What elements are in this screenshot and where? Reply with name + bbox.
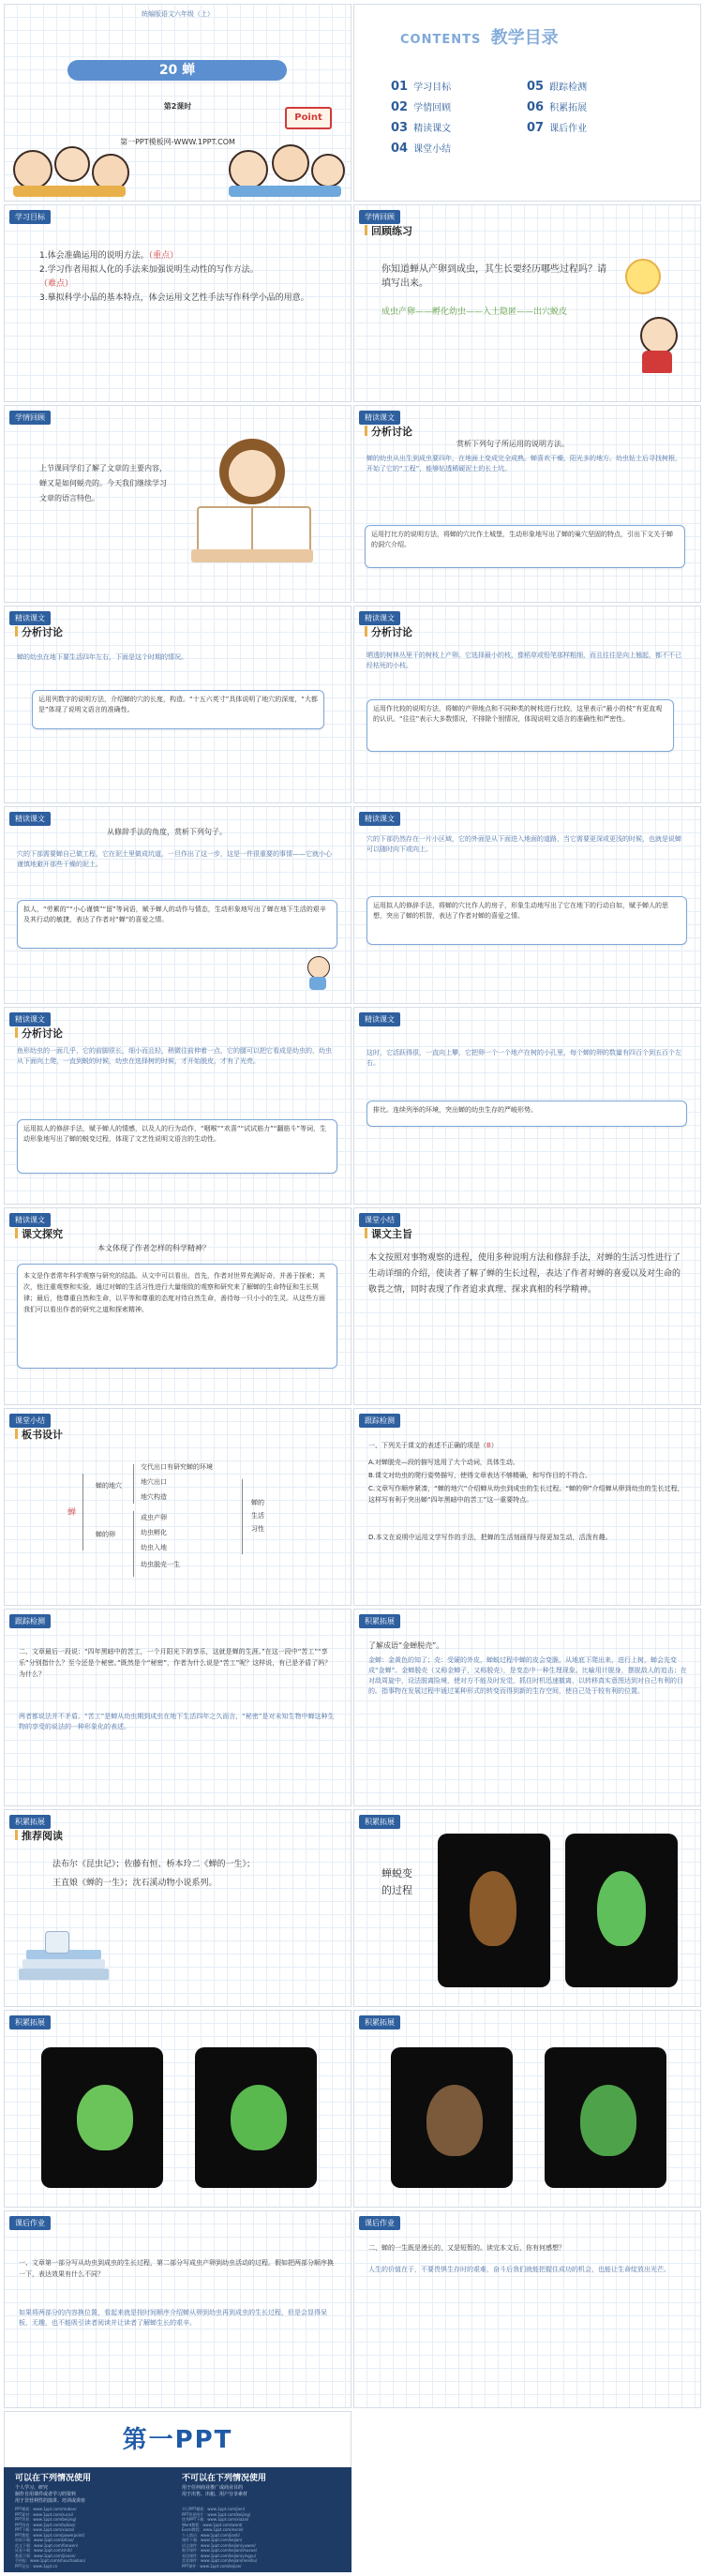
slide-cicada-photos-2[interactable] (353, 2010, 701, 2208)
slide-learning-goals[interactable] (4, 204, 352, 402)
link-r8[interactable]: 数学课件：www.1ppt.com/kejian/shuxue/ (182, 2548, 258, 2553)
slide-check-1[interactable] (353, 1408, 701, 1606)
contents-title: 教学目录 (490, 28, 559, 48)
board-brace-main (82, 1474, 83, 1550)
section-tag: 学情回顾 (359, 210, 400, 224)
license-panel (4, 2467, 352, 2572)
section-heading: 分析讨论 (15, 624, 63, 639)
board-right-3: 习性 (251, 1525, 264, 1533)
section-tag: 精读课文 (9, 1012, 51, 1026)
section-tag: 学习目标 (9, 210, 51, 224)
goals-text: 1.体会准确运用的说明方法。（重点） 2.学习作者用拟人化的手法来加强说明生动性的写作方法。 （难点） 3.摹拟科学小品的基本特点，体会运用文艺性手法写作科学小品的用意。 (39, 251, 309, 303)
answer-box: 拟人，“劳累的”“小心谨慎”“留”等词语，赋予蝉人的动作与情态，生动形象地写出了蝉在地下生活的艰辛及其行动的敏捷，表达了作者对“蝉”的喜爱之情。 (17, 900, 337, 949)
contents-brand: CONTENTS (400, 33, 482, 47)
section-tag: 课后作业 (9, 2216, 51, 2230)
section-heading: 课文探究 (15, 1226, 63, 1241)
link-l3[interactable]: PPT图表：www.1ppt.com/tubiao/ (15, 2522, 76, 2527)
section-tag: 精读课文 (359, 1012, 400, 1026)
forbidden-item-2: 用于出售、出租、用户分享素材 (182, 2492, 248, 2497)
link-r3[interactable]: Word教程：www.1ppt.com/word/ (182, 2522, 243, 2527)
answer-box: 本文是作者常年科学观察与研究的结晶。从文中可以看出，首先，作者对世界充满好奇，并善于探索；其次，他注重观察和实验，通过对蝉的生活习性进行大量细致的观察和研究来了解蝉的生命特征和生长规律；最后，他尊重自然和生命，以平等和尊重的态度对待自然生命，善待每一只小小的生灵。从这些方面我们可以看出作者的研究之道和探索精神。 (17, 1264, 337, 1369)
toc-item-02[interactable]: 02 学情回顾 (391, 100, 452, 114)
allowed-item-1: 个人学习、研究 (15, 2485, 49, 2491)
slide-idiom[interactable] (353, 1609, 701, 1806)
answer-box: 运用列数字的说明方法，介绍蝉的穴的长度，构造。“十五六英寸”具体说明了地穴的深度，“大都是”体现了说明文语言的准确性。 (32, 690, 324, 729)
answer-box: 运用打比方的说明方法，将蝉的穴比作土城堡，生动形象地写出了蝉的巢穴坚固的特点，引出下文关于蝉的洞穴介绍。 (365, 525, 685, 568)
cicada-photo-3 (41, 2047, 163, 2188)
slide-rhetoric-2[interactable] (353, 806, 701, 1004)
cicada-photo-4 (195, 2047, 317, 2188)
answer-box: 运用拟人的修辞手法，将蝉的穴比作人的房子，形象生动地写出了它在地下的行动自如，赋予蝉人的思想，突出了蝉的机智，表达了作者对蝉的喜爱之情。 (366, 896, 687, 945)
toc-item-06[interactable]: 06 积累拓展 (527, 100, 588, 114)
link-l9[interactable]: 教案下载：www.1ppt.com/jiaoan/ (15, 2553, 76, 2558)
section-heading: 板书设计 (15, 1427, 63, 1442)
section-tag: 积累拓展 (9, 2015, 51, 2029)
homework-question: 一、文章第一部分写从幼虫到成虫的生长过程，第二部分写成虫产卵到幼虫活动的过程。假如把两部分顺序换一下，表达效果有什么不同？ (19, 2259, 334, 2278)
section-heading: 课文主旨 (365, 1226, 412, 1241)
slide-analysis-2[interactable] (4, 606, 352, 803)
link-l7[interactable]: 范文下载：www.1ppt.com/fanwen/ (15, 2542, 79, 2548)
section-heading: 分析讨论 (15, 1026, 63, 1041)
lesson-title: 20 蝉 (158, 63, 196, 78)
girl-reading-illustration (191, 439, 313, 570)
check-question: 一、下列关于课文的表述不正确的项是（B） (368, 1442, 498, 1449)
answer-box: 运用拟人的修辞手法，赋予蝉人的情感，以及人的行为动作，“咽喉”“欢喜”“试试筋力”“翻筋斗”等词，生动形象地写出了蝉的蜕变过程，体现了文艺性说明文语言的生动性。 (17, 1119, 337, 1174)
board-branch2-item2: 幼虫孵化 (141, 1529, 167, 1536)
section-heading: 分析讨论 (365, 424, 412, 439)
section-heading: 分析讨论 (365, 624, 412, 639)
toc-item-07[interactable]: 07 课后作业 (527, 121, 588, 135)
link-r10[interactable]: 美术课件：www.1ppt.com/kejian/meishu/ (182, 2558, 258, 2563)
section-tag: 学情回顾 (9, 411, 51, 425)
section-tag: 课后作业 (359, 2216, 400, 2230)
empty-cell (353, 2411, 701, 2572)
session-label: 第2课时 (163, 102, 192, 111)
section-tag: 精读课文 (359, 411, 400, 425)
toc-item-03[interactable]: 03 精读课文 (391, 121, 452, 135)
section-tag: 积累拓展 (359, 1815, 400, 1829)
link-l10[interactable]: 手抄报：www.1ppt.com/shouchaobao/ (15, 2558, 86, 2563)
slide-check-2[interactable] (4, 1609, 352, 1806)
slide-exploration[interactable] (4, 1207, 352, 1405)
board-branch2-item4: 幼虫脱壳一生 (141, 1561, 180, 1568)
review-question: 你知道蝉从产卵到成虫，其生长要经历哪些过程吗？请填写出来。 (381, 264, 606, 289)
check-answer-text: 两者都说法并不矛盾。“苦工”是蝉从幼虫期到成虫在地下生活四年之久而言，“秘密”是对未知生物中蝉这种生物的享受的说法的一种形象化的表述。 (19, 1713, 335, 1730)
link-r7[interactable]: 语文课件：www.1ppt.com/kejian/yuwen/ (182, 2542, 256, 2548)
slide-reading[interactable] (4, 1809, 352, 2007)
point-sign (285, 107, 332, 129)
slide-license[interactable] (4, 2411, 352, 2572)
quote-text: 蝉的幼虫在地下要生活四年左右，下面是这个时期的情况。 (17, 653, 187, 661)
section-tag: 精读课文 (9, 1213, 51, 1227)
link-l11[interactable]: PPT论坛：www.1ppt.cn (15, 2563, 58, 2569)
link-l4[interactable]: PPT下载：www.1ppt.com/xiazai/ (15, 2527, 75, 2532)
allowed-item-3: 用于非营利性的演讲、培训或讲座 (15, 2498, 86, 2504)
thinking-boy-illustration (304, 956, 332, 990)
slide-contents[interactable] (353, 4, 701, 202)
forbidden-item-1: 用于任何商业推广或商业目的 (182, 2485, 244, 2491)
slide-analysis-5[interactable] (353, 1007, 701, 1205)
check-option-a[interactable]: A.对蝉脱壳—段的描写选用了大个动词，具体生动。 (368, 1459, 519, 1466)
kids-illustration (13, 142, 341, 197)
section-tag: 积累拓展 (9, 1815, 51, 1829)
slide-review[interactable] (353, 204, 701, 402)
board-branch1-item3: 地穴构造 (141, 1493, 167, 1501)
section-tag: 跟踪检测 (9, 1614, 51, 1628)
theme-text: 本文按照对事物观察的进程，使用多种说明方法和修辞手法，对蝉的生活习性进行了生动详细的介绍，使读者了解了蝉的生长过程，表达了作者对蝉的喜爱以及对生命的敬畏之情，同时表现了作者追求真理、探求真相的科学精神。 (368, 1253, 681, 1295)
toc-item-01[interactable]: 01 学习目标 (391, 80, 452, 94)
board-branch2-item1: 成虫产卵 (141, 1514, 167, 1521)
link-l8[interactable]: 试卷下载：www.1ppt.com/shiti/ (15, 2548, 72, 2553)
link-l0[interactable]: PPT模板：www.1ppt.com/moban/ (15, 2507, 77, 2511)
reading-line-2: 王直娘《蝉的一生》；沈石溪动物小说系列。 (52, 1879, 217, 1888)
quote-text: 晒透的树林丛里干的树枝上产卵。它选择最小的枝，像稻草或铅笔那样粗细，而且往往是向上翘起，都不不已经枯死的小枝。 (366, 651, 681, 669)
answer-box: 运用作比较的说明方法，将蝉的产卵地点和不同种类的树枝进行比较，这里表示“最小的枝”有更直观的认识。“往往”表示大多数情况，不排除个别情况，体现说明文语言的准确性和严密性。 (366, 699, 674, 752)
link-l5[interactable]: PPT教程：www.1ppt.com/powerpoint/ (15, 2532, 85, 2538)
cicada-photo-5 (391, 2047, 513, 2188)
contents-header (400, 24, 559, 49)
series-label: 统编版语文六年级（上） (142, 10, 214, 18)
lesson-title-pill (67, 60, 287, 81)
question: 本文体现了作者怎样的科学精神？ (97, 1244, 210, 1252)
slide-cicada-photos-1[interactable] (4, 2010, 352, 2208)
review-answer: 成虫产卵——孵化幼虫——入土隐匿——出穴蜕皮 (381, 307, 568, 317)
slide-title[interactable] (4, 4, 352, 202)
check-question: 二、文章最后一段说：“四年黑暗中的苦工，一个月阳光下的享乐，这就是蝉的生涯。”在这一段中“苦工”“享乐”分别指什么？至今还是个秘密。”既然是个“秘密”，作者为什么说是“苦工”呢？这样说，有已是矛盾了吗？为什么？ (19, 1648, 332, 1678)
section-tag: 精读课文 (359, 611, 400, 625)
link-l6[interactable]: 资料下载：www.1ppt.com/ziliao/ (15, 2538, 74, 2542)
slide-board-design[interactable] (4, 1408, 352, 1606)
board-branch1-item1: 交代出口有研究蝉的环境 (141, 1463, 213, 1471)
cicada-photo-1 (438, 1834, 550, 1987)
section-tag: 精读课文 (9, 812, 51, 826)
site-label: 第一PPT模板网-WWW.1PPT.COM (120, 138, 235, 146)
quote-text: 穴的下部仍然存在一片小区域，它的外面是从下面进入地面的道路，当它需要更深或更浅的时候，也就是说蝉可以随时向下或向上。 (366, 835, 681, 853)
slide-analysis-4[interactable] (4, 1007, 352, 1205)
board-brace-1 (133, 1464, 134, 1504)
brand-logo: 第一PPT (122, 2426, 233, 2454)
section-tag: 积累拓展 (359, 2015, 400, 2029)
lightbulb-icon (625, 259, 661, 294)
section-tag: 精读课文 (359, 812, 400, 826)
board-branch1-item2: 地穴出口 (141, 1478, 167, 1486)
toc-item-05[interactable]: 05 跟踪检测 (527, 80, 588, 94)
cicada-photo-6 (545, 2047, 666, 2188)
quote-text: 蝉的幼虫从出生到成虫要四年，在地面上变成完全成熟。蝉喜欢干燥、阳光多的地方。幼虫钻土后寻找树根，开始了它的“工程”，能够钻透稀硬泥土的长土坑。 (366, 455, 681, 472)
board-right-2: 生活 (251, 1512, 264, 1520)
link-l2[interactable]: PPT背景：www.1ppt.com/beijing/ (15, 2517, 77, 2522)
forbidden-title: 不可以在下列情况使用 (182, 2474, 267, 2483)
toc-item-04[interactable]: 04 课堂小结 (391, 142, 452, 156)
slide-homework-1[interactable] (4, 2210, 352, 2408)
slide-theme[interactable] (353, 1207, 701, 1405)
slide-analysis-1[interactable] (353, 405, 701, 603)
section-tag: 课堂小结 (9, 1414, 51, 1428)
link-r5[interactable]: 个人简历：www.1ppt.com/jianli/ (182, 2532, 240, 2538)
quote-text: 这时，它活跃得很，一直向上攀，它把卵一个一个地产在树的小孔里，每个蝉的卵的数量有四百个到五百个左右。 (366, 1049, 681, 1067)
links-left (15, 2507, 174, 2569)
check-answer: B (486, 1442, 491, 1449)
board-branch-2: 蝉的卵 (96, 1531, 115, 1538)
homework-question: 二、蝉的一生既是漫长的，又是短暂的。读完本文后，你有何感想？ (368, 2244, 565, 2252)
slide-rhetoric-1[interactable] (4, 806, 352, 1004)
books-illustration (17, 1922, 111, 1987)
check-option-b[interactable]: B.课文对幼虫的爬行姿势描写，使得文章表达不够精确，和写作目的不符合。 (368, 1472, 592, 1479)
cicada-photo-2 (565, 1834, 678, 1987)
section-tag: 跟踪检测 (359, 1414, 400, 1428)
board-root: 蝉 (67, 1508, 77, 1518)
allowed-title: 可以在下列情况使用 (15, 2474, 92, 2483)
quote-text: 鱼形幼虫的一面几乎，它的前脚很长，细小而且轻，稍微往前伸着一点，它的腿可以把它看成是幼虫的，幼虫从下面向上爬，一直到蜕的时候，幼虫在选择树的时候，才开始脱皮，才有了光亮。 (17, 1047, 332, 1065)
links-right (182, 2507, 341, 2569)
link-r0[interactable]: 节日PPT模板：www.1ppt.com/jieri/ (182, 2507, 246, 2511)
reading-line-1: 法布尔《昆虫记》；佐藤有恒、桥本玲二《蝉的一生》； (52, 1860, 256, 1869)
section-tag: 精读课文 (9, 611, 51, 625)
idiom-text: 金蝉：金黄色的知了；壳：受硬的外皮，蝉蜕过程中蝉的皮会变脆，从地底下爬出来，进行上树，蝉会先变成“金蝉”。金蝉脱壳（又称金蝉子，又称脱壳），是变态中一种生理现象。比喻用计脱身，摆脱敌人的追击；在对敌周旋中，设法脱离险境，使对方不能及时发觉，抓住时机迅速撤离，以转移真实意图达到对自己有利的目的。指事物在发展过程中通过某种形式的转变而得到新的生存空间，使自己处于较有利的位置。 (368, 1656, 687, 1695)
slide-homework-2[interactable] (353, 2210, 701, 2408)
check-option-d[interactable]: D.本文在说明中运用文学写作的手法，把蝉的生活刻画得与得更加生动，活泼有趣。 (368, 1534, 612, 1541)
board-branch2-item3: 幼虫入地 (141, 1544, 167, 1551)
quote-text: 穴的下部需要蝉自己做工程，它在泥土里做成坑道，一旦作出了这一步，这是一件很重要的事情——它就小心谨慎地避开那些干燥的泥土。 (17, 850, 332, 868)
link-l1[interactable]: PPT素材：www.1ppt.com/sucai/ (15, 2511, 74, 2517)
link-r4[interactable]: Excel教程：www.1ppt.com/excel/ (182, 2527, 244, 2532)
girl-thinking-illustration (635, 317, 680, 373)
answer-box: 排比。连续列举的环境，突出蝉的幼虫生存的严峻形势。 (366, 1101, 687, 1127)
section-heading: 推荐阅读 (15, 1828, 63, 1843)
link-r6[interactable]: 课件下载：www.1ppt.com/kejian/ (182, 2538, 243, 2542)
homework-answer: 如果将两部分的内容换位置，看起来就是按时间顺序介绍蝉从卵到幼虫再到成虫的生长过程，但是会显得呆板、无趣，也不能吸引读者阅读并让读者了解蝉生长的艰辛。 (19, 2309, 327, 2327)
link-r11[interactable]: PPT课件：www.1ppt.com/kejian/ (182, 2563, 242, 2569)
link-r2[interactable]: 优秀PPT下载：www.1ppt.com/xiazai/ (182, 2517, 249, 2522)
slide-analysis-3[interactable] (353, 606, 701, 803)
slide-cicada-process[interactable] (353, 1809, 701, 2007)
process-caption: 蝉蜕变的过程 (381, 1867, 412, 1896)
slide-review-2[interactable] (4, 405, 352, 603)
review-text: 上节课同学们了解了文章的主要内容，蝉又是如何蜕壳的。今天我们继续学习文章的语言特色。 (39, 464, 167, 502)
section-heading: 回顾练习 (365, 223, 412, 238)
idiom-title: 了解成语“金蝉脱壳”。 (368, 1641, 444, 1650)
instruction: 赏析下列句子所运用的说明方法。 (456, 440, 569, 448)
section-tag: 积累拓展 (359, 1614, 400, 1628)
board-brace-2 (133, 1511, 134, 1577)
section-tag: 课堂小结 (359, 1213, 400, 1227)
board-right-1: 蝉的 (251, 1499, 264, 1506)
point-logo-text: Point (294, 112, 322, 123)
board-brace-right (238, 1479, 243, 1554)
check-option-c[interactable]: C.文章写作顺序紧凑，“蝉的地穴”介绍蝉从幼虫到成虫的生长过程。“蝉的卵”介绍蝉从卵到幼虫的生长过程，这样写有利于突出蝉“四年黑暗中的苦工”这一重要特点。 (368, 1485, 684, 1504)
board-branch-1: 蝉的地穴 (96, 1482, 122, 1490)
link-r9[interactable]: 英语课件：www.1ppt.com/kejian/yingyu/ (182, 2553, 257, 2558)
homework-answer: 人生的价值在于，不要畏惧生存时的艰难，奋斗后我们就能把握住成功的机会，也能让生命绽放出光芒。 (368, 2266, 670, 2273)
instruction: 从修辞手法的角度，赏析下列句子。 (107, 828, 227, 836)
allowed-item-2: 制作自用课件或者学习的资料 (15, 2492, 77, 2497)
link-r1[interactable]: PPT背景图片：www.1ppt.com/beijing/ (182, 2511, 251, 2517)
